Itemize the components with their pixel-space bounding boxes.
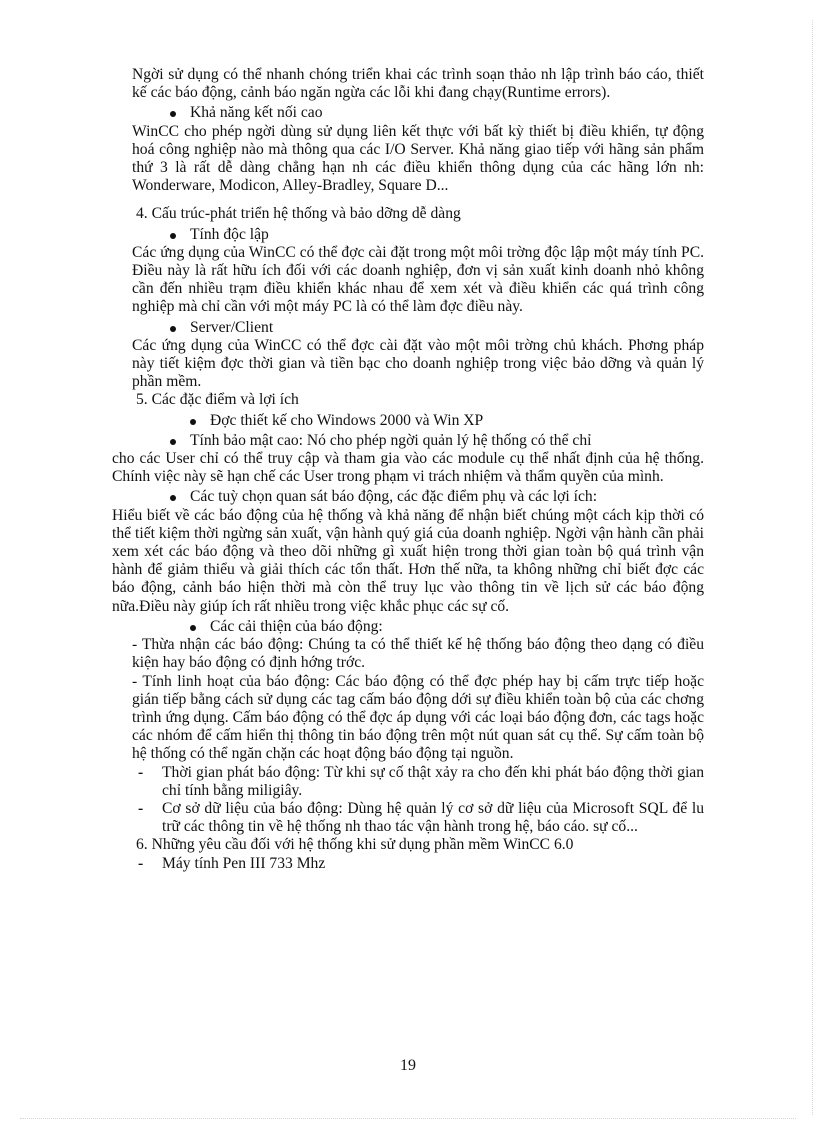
- bullet-independence: [132, 226, 704, 244]
- dash-text: Máy tính Pen III 733 Mhz: [162, 854, 326, 872]
- bullet-title: Đợc thiết kế cho Windows 2000 và Win XP: [210, 411, 484, 429]
- bullet-windows: [132, 412, 704, 430]
- page-number: 19: [400, 1057, 416, 1074]
- alarm-options-paragraph: Hiểu biết về các báo động của hệ thống và khả năng để nhận biết chúng một cách kịp thời có thể tiết kiệm thời ngừng sản xuất, vận hành quý giá của doanh nghiệp. Ngời vận hành cần phải xem xét các báo động và theo dõi những gì xuất hiện trong thời gian toàn bộ quá trình vận hành để giảm thiểu và giải thích các tổn thất. Hơn thế nữa, ta không những chỉ biết đợc các báo động, cảnh báo hiện thời mà còn thể truy lục vào thông tin về lịch sử các báo động nữa.Điều này giúp ích rất nhiều trong việc khắc phục các sự cố.: [112, 506, 704, 615]
- bullet-title: Khả năng kết nối cao: [190, 104, 323, 122]
- bullet-dot-icon: [170, 439, 176, 445]
- dash-marker: -: [138, 799, 144, 817]
- bullet-dot-icon: [190, 625, 196, 631]
- connectivity-paragraph: WinCC cho phép ngời dùng sử dụng liên kết thực với bất kỳ thiết bị điều khiển, tự động hoá công nghiệp nào mà thông qua các I/O Server. Khả năng giao tiếp với hãng sản phẩm thứ 3 là rất dễ dàng chẳng hạn nh các điều khiển thông dụng của các hãng lớn nh: Wonderware, Modicon, Alley-Bradley, Square D...: [132, 122, 704, 195]
- bullet-server-client: [132, 319, 704, 337]
- alarm-acknowledge-item: - Thừa nhận các báo động: Chúng ta có thể thiết kế hệ thống báo động theo dạng có điều kiện hay báo động có định hớng trớc.: [132, 636, 704, 672]
- security-paragraph: cho các User chỉ có thể truy cập và tham gia vào các module cụ thể nhất định của hệ thống. Chính việc này sẽ hạn chế các User trong phạm vi trách nhiệm và thẩm quyền của mình.: [112, 450, 704, 486]
- bullet-dot-icon: [170, 326, 176, 332]
- section-4-heading: 4. Cấu trúc-phát triển hệ thống và bảo dỡng dễ dàng: [136, 205, 461, 223]
- right-edge-rule: [812, 20, 813, 1115]
- bullet-dot-icon: [170, 495, 176, 501]
- bullet-lead: Tính bảo mật cao: Nó cho phép ngời quản lý hệ thống có thể chỉ: [190, 431, 592, 449]
- independence-paragraph: Các ứng dụng của WinCC có thể đợc cài đặt trong một môi trờng độc lập một máy tính PC. Điều này là rất hữu ích đối với các doanh nghiệp, đơn vị sản xuất kinh doanh nhỏ không cần đến nhiều trạm điều khiển khác nhau để xem xét và điều khiển các quá trình công nghiệp mà chỉ cần với một máy PC là có thể làm đợc điều này.: [132, 243, 704, 316]
- alarm-flexibility-item: - Tính linh hoạt của báo động: Các báo động có thể đợc phép hay bị cấm trực tiếp hoặc gián tiếp bằng cách sử dụng các tag cấm báo động dới sự điều khiển toàn bộ của các chơng trình ứng dụng. Cấm báo động có thể đợc áp dụng với các loại báo động đơn, các tags hoặc các nhóm để cấm hiển thị thông tin báo động trên một nút quan sát cụ thể. Sự cấm toàn bộ hệ thống có thể ngăn chặn các hoạt động báo động tại nguồn.: [132, 672, 704, 763]
- alarm-database-item: [132, 800, 704, 836]
- bullet-dot-icon: [190, 419, 196, 425]
- server-client-paragraph: Các ứng dụng của WinCC có thể đợc cài đặt vào một môi trờng chủ khách. Phơng pháp này tiết kiệm đợc thời gian và tiền bạc cho doanh nghiệp trong việc bảo dỡng và quản lý phần mềm.: [132, 336, 704, 391]
- bullet-title: Các cải thiện của báo động:: [210, 617, 383, 635]
- section-5-heading: 5. Các đặc điểm và lợi ích: [136, 391, 299, 409]
- dash-marker: -: [138, 854, 144, 872]
- requirement-cpu-item: [132, 855, 704, 873]
- bullet-connectivity: [132, 104, 704, 122]
- bullet-alarm-options: [112, 488, 704, 506]
- bullet-dot-icon: [170, 111, 176, 117]
- section-6-heading: 6. Những yêu cầu đối với hệ thống khi sử dụng phần mềm WinCC 6.0: [136, 836, 574, 854]
- bullet-title: Tính độc lập: [190, 225, 269, 243]
- bullet-security: [112, 432, 704, 450]
- bullet-alarm-improvements: [132, 618, 704, 636]
- intro-paragraph: Ngời sử dụng có thể nhanh chóng triển khai các trình soạn thảo nh lập trình báo cáo, thiết kế các báo động, cảnh báo ngăn ngừa các lỗi khi đang chạy(Runtime errors).: [132, 66, 704, 102]
- dash-text: Thời gian phát báo động: Từ khi sự cố thật xảy ra cho đến khi phát báo động thời gian chỉ tính bằng miligiây.: [162, 763, 704, 799]
- dash-text: Cơ sở dữ liệu của báo động: Dùng hệ quản lý cơ sở dữ liệu của Microsoft SQL để lu trữ các thông tin về hệ thống nh thao tác vận hành trong hệ, báo cáo. sự cố...: [162, 799, 704, 836]
- bullet-lead: Các tuỳ chọn quan sát báo động, các đặc điểm phụ và các lợi ích:: [190, 488, 598, 506]
- dash-marker: -: [138, 763, 144, 781]
- bullet-title: Server/Client: [190, 318, 274, 336]
- alarm-time-item: [132, 764, 704, 800]
- bullet-dot-icon: [170, 233, 176, 239]
- page-content: [112, 66, 704, 873]
- footer-rule: [20, 1118, 796, 1119]
